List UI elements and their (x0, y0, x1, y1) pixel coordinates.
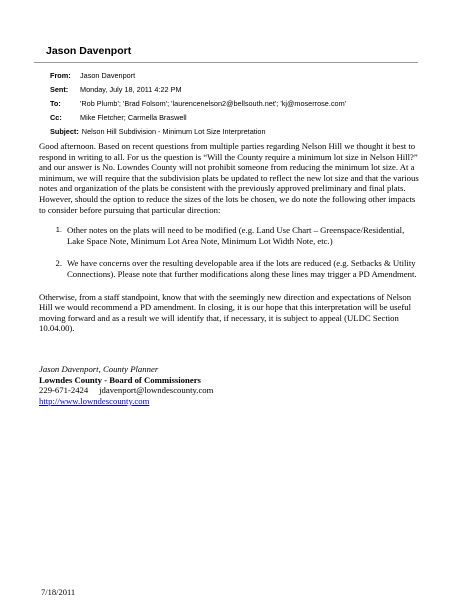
sent-label: Sent: (50, 85, 69, 94)
to-row (50, 97, 346, 111)
from-label: From: (50, 71, 71, 80)
list-item-number: 1. (55, 225, 62, 235)
email-headers (50, 69, 346, 139)
subject-value: Nelson Hill Subdivision - Minimum Lot Size Interpretation (81, 127, 266, 136)
list-item-number: 2. (55, 258, 62, 269)
impact-list (39, 225, 423, 279)
signature-block (39, 364, 213, 406)
website-link[interactable]: http://www.lowndescounty.com (39, 395, 150, 406)
list-item (39, 258, 423, 279)
to-label: To: (50, 99, 61, 108)
closing-paragraph: Otherwise, from a staff standpoint, know that with the seemingly new direction and expectations of Nelson Hill we would recommend a PD amendment. In closing, it is our hope that this interpretation will be useful moving forward and as a result we will identify that, if necessary, it is subject to appeal (ULDC Section 10.04.00). (39, 291, 412, 334)
list-item (39, 225, 423, 246)
sent-row (50, 83, 346, 97)
sent-value: Monday, July 18, 2011 4:22 PM (80, 85, 182, 94)
list-item-text: Other notes on the plats will need to be modified (e.g. Land Use Chart – Greenspace/Residential, Lake Space Note, Minimum Lot Area Note, Minimum Lot Width Note, etc.) (67, 225, 405, 246)
cc-label: Cc: (50, 113, 62, 122)
cc-value: Mike Fletcher; Carmella Braswell (80, 113, 187, 122)
to-value: 'Rob Plumb'; 'Brad Folsom'; 'laurencenelson2@bellsouth.net'; 'kj@moserrose.com' (80, 99, 347, 108)
subject-row (50, 125, 346, 139)
email-body (39, 141, 423, 334)
footer-date: 7/18/2011 (41, 587, 76, 597)
signature-name-title: Jason Davenport, County Planner (39, 364, 159, 374)
list-item-text: We have concerns over the resulting developable area if the lots are reduced (e.g. Setbacks & Utility Connections). Please note that further modifications along these lines may trigger a PD Amendment. (67, 258, 417, 279)
subject-label: Subject: (50, 127, 79, 136)
header-divider (34, 62, 418, 63)
cc-row (50, 111, 346, 125)
signature-contact: 229-671-2424 jdavenport@lowndescounty.com (39, 385, 214, 396)
from-row (50, 69, 346, 83)
from-value: Jason Davenport (80, 71, 136, 80)
signature-organization: Lowndes County - Board of Commissioners (39, 374, 201, 385)
intro-paragraph: Good afternoon. Based on recent questions from multiple parties regarding Nelson Hill we thought it best to respond in writing to all. For us the question is “Will the County require a minimum lot size in Nelson Hill?” and our answer is No. Lowndes County will not prohibit someone from reducing the minimum lot size. At a minimum, we will require that the subdivision plats be updated to reflect the new lot size and that the various notes and organization of the plats be consistent with the previously approved preliminary and final plats. However, should the option to reduce the sizes of the lots be chosen, we do note the following other impacts to consider before pursuing that particular direction: (39, 141, 419, 215)
sender-name: Jason Davenport (46, 45, 132, 57)
